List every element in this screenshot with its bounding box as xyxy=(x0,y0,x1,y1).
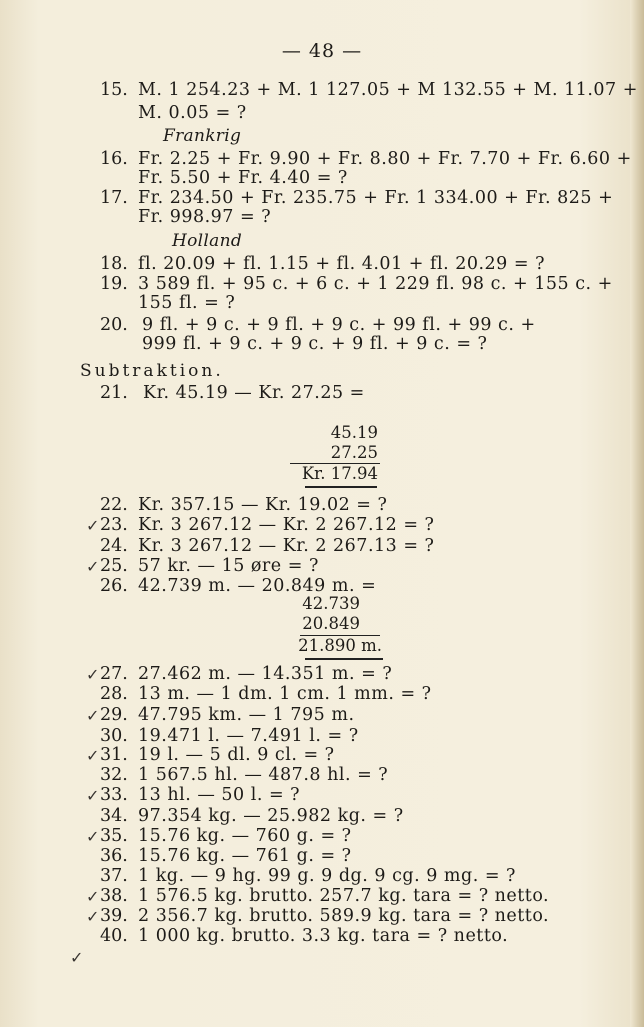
calc-result: 21.890 m. xyxy=(298,636,382,655)
problem-line: M. 1 254.23 + M. 1 127.05 + M 132.55 + M. 11.07 + xyxy=(138,80,638,100)
problem-line: Fr. 234.50 + Fr. 235.75 + Fr. 1 334.00 + Fr. 825 + xyxy=(138,188,614,208)
problem-number: 37. xyxy=(100,866,128,886)
problem-line: 19 l. — 5 dl. 9 cl. = ? xyxy=(138,745,335,765)
problem-line: 1 kg. — 9 hg. 99 g. 9 dg. 9 cg. 9 mg. = ? xyxy=(138,866,516,886)
calc-minuend: 42.739 xyxy=(302,594,360,613)
problem-number: 20. xyxy=(100,315,128,335)
problem-line: 57 kr. — 15 øre = ? xyxy=(138,556,319,576)
check-mark: ✓ xyxy=(70,948,84,967)
problem-number: 29. xyxy=(100,705,128,725)
check-mark: ✓ xyxy=(86,516,100,535)
problem-line: 155 fl. = ? xyxy=(138,293,236,313)
problem-number: 40. xyxy=(100,926,128,946)
problem-line: 15.76 kg. — 761 g. = ? xyxy=(138,846,352,866)
problem-number: 38. xyxy=(100,886,128,906)
check-mark: ✓ xyxy=(86,665,100,684)
check-mark: ✓ xyxy=(86,907,100,926)
problem-number: 18. xyxy=(100,254,128,274)
problem-number: 34. xyxy=(100,806,128,826)
problem-line: 9 fl. + 9 c. + 9 fl. + 9 c. + 99 fl. + 99 c. + xyxy=(142,315,536,335)
problem-line: 2 356.7 kg. brutto. 589.9 kg. tara = ? netto. xyxy=(138,906,550,926)
problem-line: fl. 20.09 + fl. 1.15 + fl. 4.01 + fl. 20.29 = ? xyxy=(138,254,545,274)
problem-line: Kr. 357.15 — Kr. 19.02 = ? xyxy=(138,495,388,515)
problem-number: 32. xyxy=(100,765,128,785)
problem-number: 24. xyxy=(100,536,128,556)
problem-line: 1 576.5 kg. brutto. 257.7 kg. tara = ? netto. xyxy=(138,886,550,906)
problem-line: Fr. 998.97 = ? xyxy=(138,207,272,227)
check-mark: ✓ xyxy=(86,786,100,805)
heading-frankrig: Frankrig xyxy=(163,126,242,146)
check-mark: ✓ xyxy=(86,827,100,846)
problem-number: 23. xyxy=(100,515,128,535)
problem-number: 28. xyxy=(100,684,128,704)
problem-line: 42.739 m. — 20.849 m. = xyxy=(138,576,377,596)
problem-line: 999 fl. + 9 c. + 9 c. + 9 fl. + 9 c. = ? xyxy=(142,334,488,354)
problem-number: 39. xyxy=(100,906,128,926)
check-mark: ✓ xyxy=(86,706,100,725)
problem-number: 26. xyxy=(100,576,128,596)
calc-result: Kr. 17.94 xyxy=(301,464,378,483)
problem-line: Kr. 45.19 — Kr. 27.25 = xyxy=(143,383,365,403)
problem-number: 15. xyxy=(100,80,128,100)
problem-line: 13 m. — 1 dm. 1 cm. 1 mm. = ? xyxy=(138,684,432,704)
problem-number: 16. xyxy=(100,149,128,169)
heading-subtraktion: Subtraktion. xyxy=(80,361,224,381)
calc-double-rule xyxy=(305,486,377,488)
page-edge xyxy=(630,0,644,1027)
problem-line: Fr. 5.50 + Fr. 4.40 = ? xyxy=(138,168,348,188)
problem-number: 35. xyxy=(100,826,128,846)
problem-number: 30. xyxy=(100,726,128,746)
problem-number: 21. xyxy=(100,383,128,403)
calc-subtrahend: 20.849 xyxy=(302,614,360,633)
check-mark: ✓ xyxy=(86,557,100,576)
problem-line: 97.354 kg. — 25.982 kg. = ? xyxy=(138,806,404,826)
problem-line: 47.795 km. — 1 795 m. xyxy=(138,705,355,725)
problem-line: Fr. 2.25 + Fr. 9.90 + Fr. 8.80 + Fr. 7.70 + Fr. 6.60 + xyxy=(138,149,632,169)
problem-number: 25. xyxy=(100,556,128,576)
calc-subtrahend: 27.25 xyxy=(330,443,378,462)
problem-line: Kr. 3 267.12 — Kr. 2 267.12 = ? xyxy=(138,515,435,535)
problem-line: 1 000 kg. brutto. 3.3 kg. tara = ? netto. xyxy=(138,926,509,946)
problem-line: 3 589 fl. + 95 c. + 6 c. + 1 229 fl. 98 c. + 155 c. + xyxy=(138,274,613,294)
problem-line: M. 0.05 = ? xyxy=(138,103,247,123)
problem-number: 19. xyxy=(100,274,128,294)
calc-minuend: 45.19 xyxy=(330,423,378,442)
problem-number: 17. xyxy=(100,188,128,208)
problem-line: 13 hl. — 50 l. = ? xyxy=(138,785,301,805)
calc-double-rule xyxy=(305,658,383,660)
page-number: — 48 — xyxy=(281,40,363,62)
heading-holland: Holland xyxy=(172,231,243,251)
problem-number: 33. xyxy=(100,785,128,805)
problem-line: 19.471 l. — 7.491 l. = ? xyxy=(138,726,359,746)
check-mark: ✓ xyxy=(86,746,100,765)
check-mark: ✓ xyxy=(86,887,100,906)
problem-line: 15.76 kg. — 760 g. = ? xyxy=(138,826,352,846)
problem-number: 22. xyxy=(100,495,128,515)
problem-line: Kr. 3 267.12 — Kr. 2 267.13 = ? xyxy=(138,536,435,556)
problem-number: 31. xyxy=(100,745,128,765)
problem-number: 36. xyxy=(100,846,128,866)
problem-line: 1 567.5 hl. — 487.8 hl. = ? xyxy=(138,765,389,785)
problem-number: 27. xyxy=(100,664,128,684)
problem-line: 27.462 m. — 14.351 m. = ? xyxy=(138,664,393,684)
